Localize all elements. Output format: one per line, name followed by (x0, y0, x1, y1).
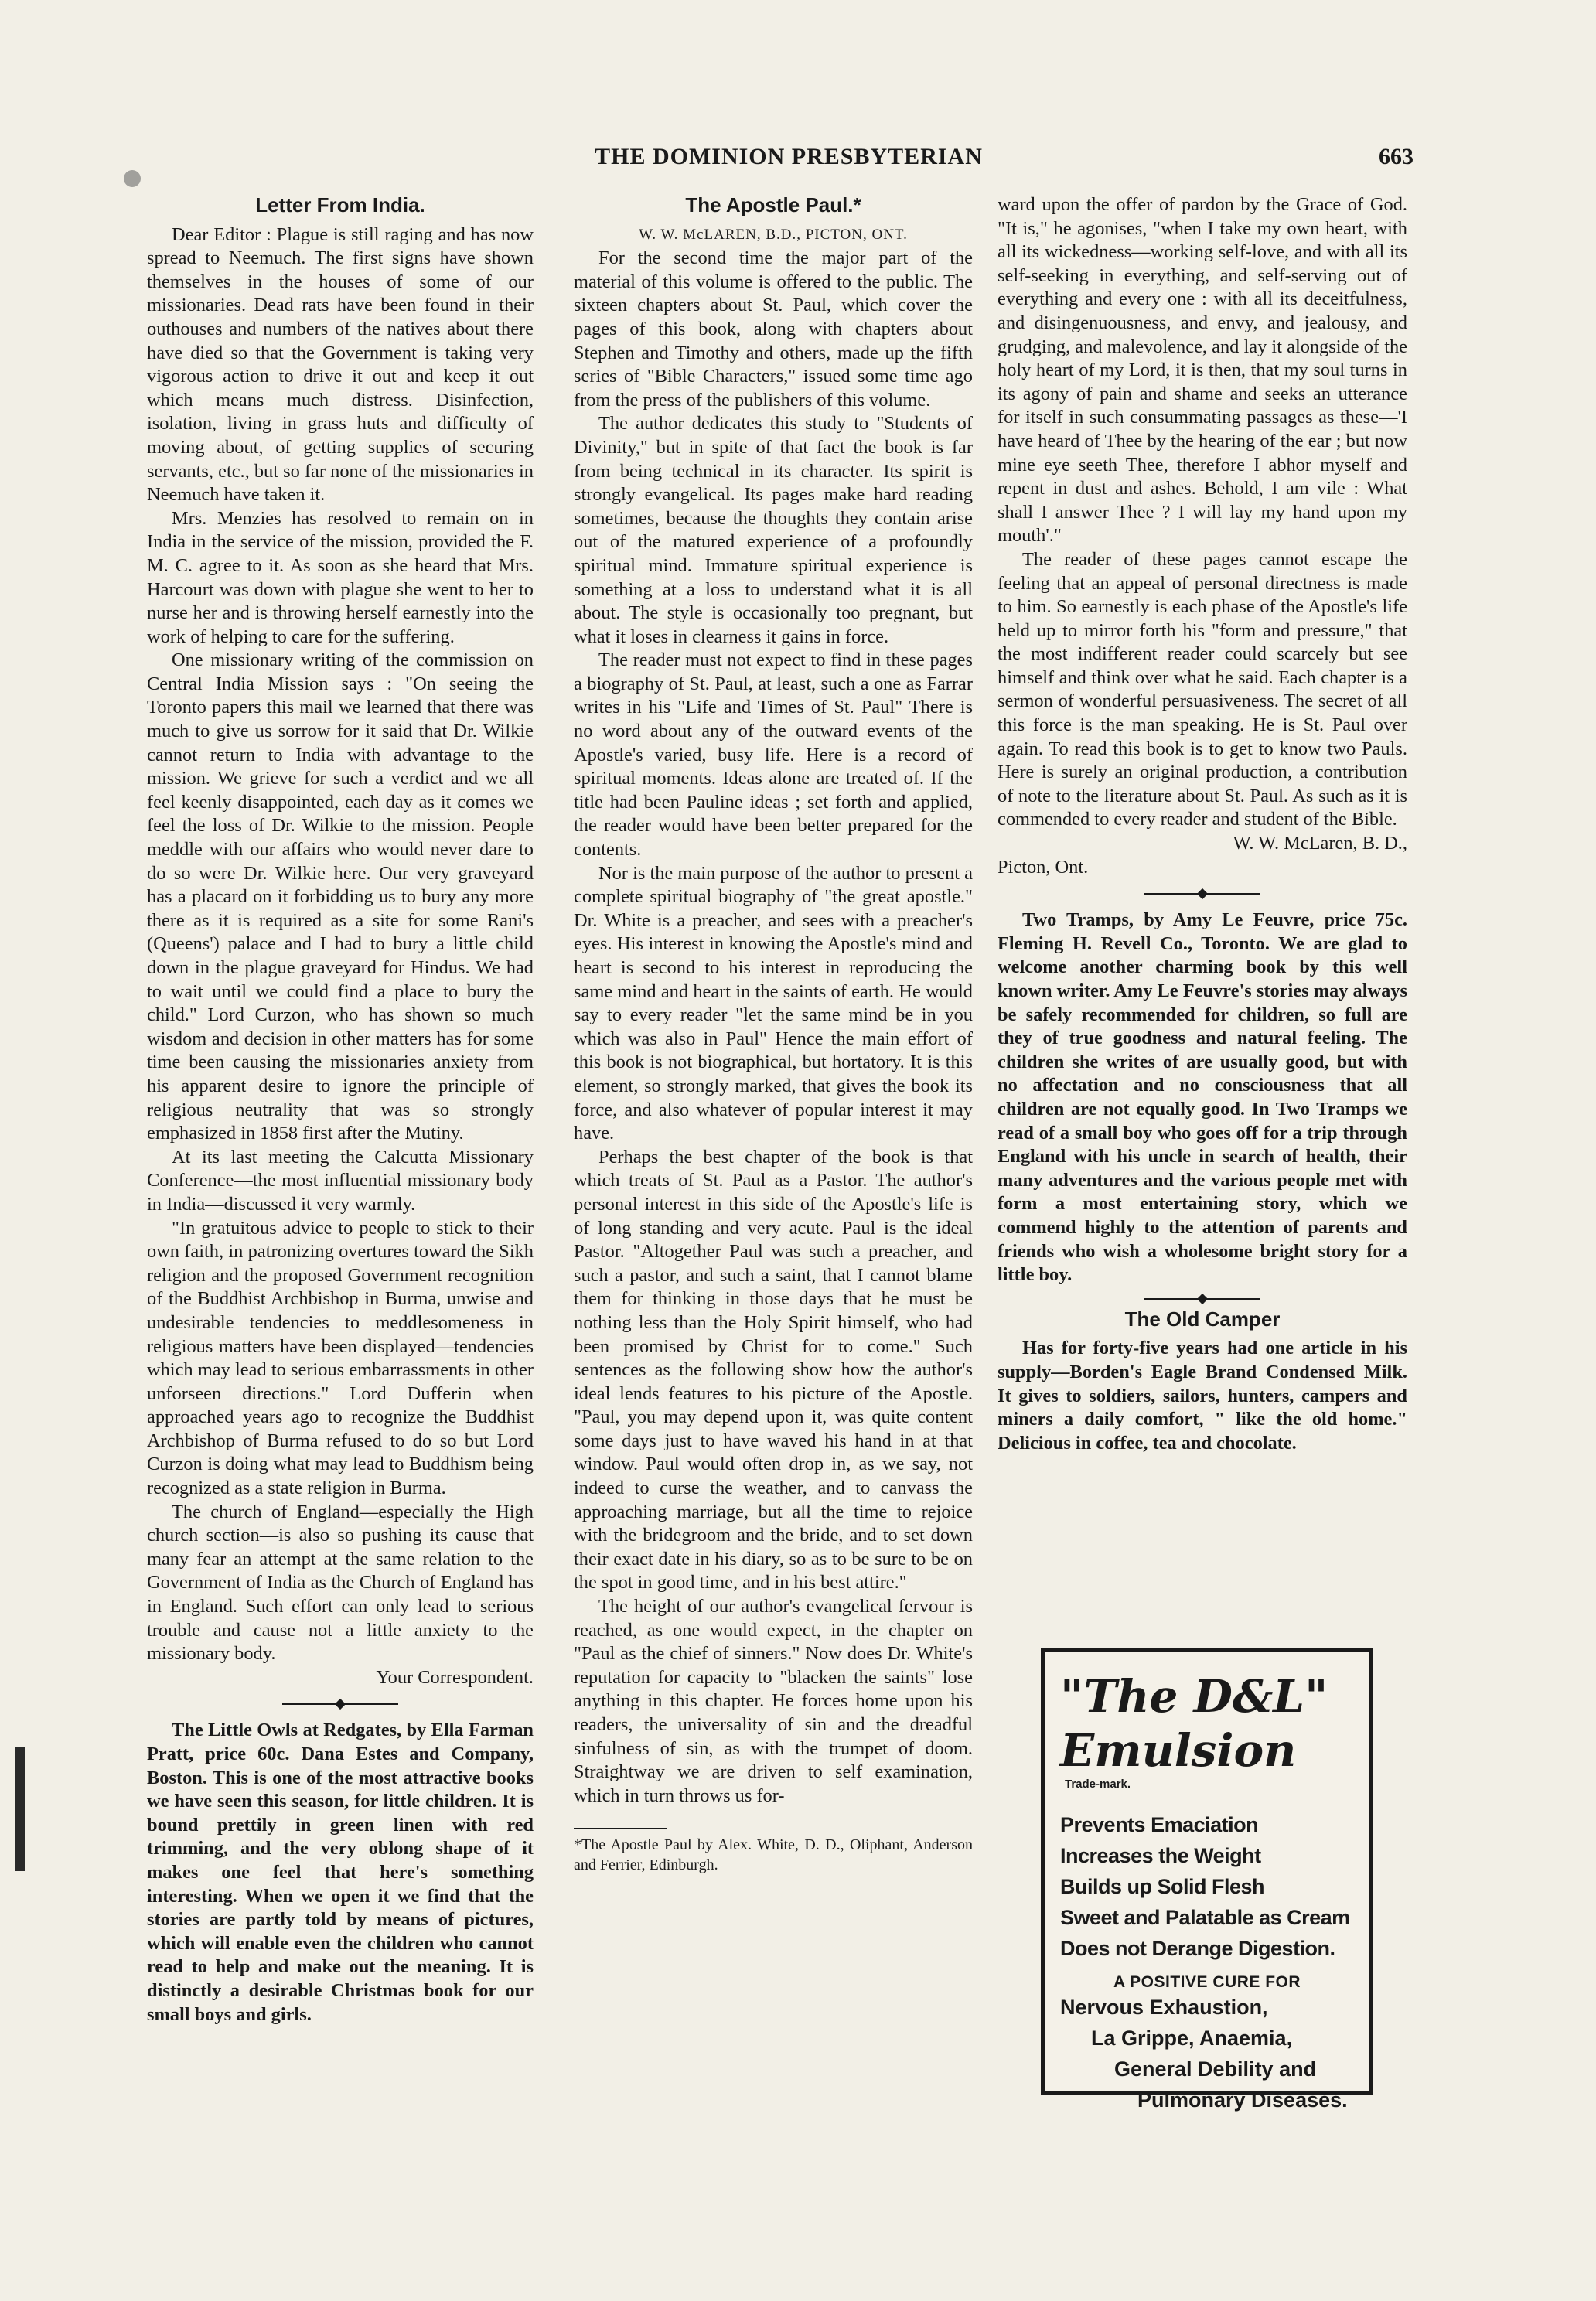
review-little-owls: The Little Owls at Redgates, by Ella Farman Pratt, price 60c. Dana Estes and Company, Boston. This is one of the most attractive books we have seen this season, for little children. It is bound prettily in green linen with red trimming, and the very oblong shape of it makes one feel that here's something interesting. When we open it we find that the stories are partly told by means of pictures, which will enable even the children who cannot read to help and make out the meaning. It is distinctly a desirable Christmas book for our small boys and girls. (147, 1720, 534, 2025)
page-number: 663 (1379, 144, 1414, 169)
column-right (998, 193, 1407, 1455)
footnote: *The Apostle Paul by Alex. White, D. D., Oliphant, Anderson and Ferrier, Edinburgh. (574, 1836, 973, 1874)
ad-claim: Does not Derange Digestion. (1060, 1937, 1335, 1960)
review-two-tramps: Two Tramps, by Amy Le Feuvre, price 75c. Fleming H. Revell Co., Toronto. We are glad to welcome another charming book by this well known writer. Amy Le Feuvre's stories may always be safely recommended for children, so full are they of true goodness and natural feeling. The children she writes of are usually good, but with no affectation and no consciousness that all children are not equally good. In Two Tramps we read of a small boy who goes off for a trip through England with his uncle in search of health, their many adventures and the various people met with form a most entertaining story, which we commend highly to the attention of parents and friends who wish a wholesome bright story for a little boy. (998, 909, 1407, 1286)
ad-trademark: Trade-mark. (1065, 1778, 1131, 1791)
article-title-letter-from-india: Letter From India. (255, 193, 425, 216)
section-divider (1144, 1298, 1260, 1300)
ad-brand-logo: "The D&L" Emulsion (1060, 1670, 1328, 1777)
column-left (147, 193, 534, 2027)
paragraph: The reader must not expect to find in these pages a biography of St. Paul, at least, such a one as Farrar writes in his "Life and Times of St. Paul" There is no word about any of the outward events of the Apostle's varied, busy life. Here is a record of spiritual moments. Ideas alone are treated of. If the title had been Pauline ideas ; set forth and applied, the reader would have been better prepared for the contents. (574, 649, 973, 861)
ad-claim: Increases the Weight (1060, 1844, 1261, 1867)
paragraph: Dear Editor : Plague is still raging and has now spread to Neemuch. The first signs have shown themselves in the houses of some of our missionaries. Dead rats have been found in their outhouses and numbers of the natives about there have died so that the Government is taking very vigorous action to drive it out and keep it out which means much distress. Disinfection, isolation, living in grass huts and difficulty of moving about, of getting supplies of securing servants, etc., but so far none of the missionaries in Neemuch have taken it. (147, 223, 534, 506)
article-title-apostle-paul: The Apostle Paul.* (685, 193, 861, 216)
paragraph: One missionary writing of the commission on Central India Mission says : "On seeing the Toronto papers this mail we learned that there was much to give us sorrow for it said that Dr. Wilkie cannot return to India with advantage to the mission. We grieve for such a verdict and we all feel keenly disappointed, each day as it comes we feel the loss of Dr. Wilkie to the mission. People meddle with our affairs who would never dare to do so were Dr. Wilkie here. Our very graveyard has a placard on it forbidding us to bury any more there as it is required as a site for some Rani's (Queens') palace and I had to bury a little child down in the plague graveyard for Hindus. We had to wait until we could find a place to bury the child." Lord Curzon, who has shown so much wisdom and decision in other matters has for some time been causing the missionaries anxiety from his apparent desire to ignore the principle of religious neutrality that was so strongly emphasized in 1858 first after the Mutiny. (147, 649, 534, 1144)
running-title: THE DOMINION PRESBYTERIAN (595, 144, 983, 169)
paragraph: Nor is the main purpose of the author to present a complete spiritual biography of "the great apostle." Dr. White is a preacher, and sees with a preacher's eyes. His interest in knowing the Apostle's mind and heart is second to his interest in reproducing the same mind and heart in the saints of earth. He would say to every reader "let the same mind be in you which was also in Paul" Hence the main effort of this book is not biographical, but hortatory. It is this element, so strongly marked, that gives the book its force, and also whatever of popular interest it may have. (574, 862, 973, 1144)
emulsion-advertisement (1041, 1648, 1373, 2112)
paragraph: Mrs. Menzies has resolved to remain on in India in the service of the mission, provided the F. M. C. agree to it. As soon as she heard that Mrs. Harcourt was down with plague she went to her to nurse her and is throwing herself earnestly into the work of helping to care for the suffering. (147, 507, 534, 647)
paragraph: The church of England—especially the High church section—is also so pushing its cause that many fear an attempt at the same relation to the Government of India as the Church of England has in England. Such effort can only lead to serious trouble and cause not a little anxiety to the missionary body. (147, 1501, 534, 1665)
ad-disease: La Grippe, Anaemia, (1091, 2027, 1293, 2050)
article-title-old-camper: The Old Camper (1124, 1307, 1281, 1331)
signature-mclaren: W. W. McLaren, B. D., (1233, 833, 1407, 854)
signature-place: Picton, Ont. (998, 856, 1089, 878)
paragraph-old-camper: Has for forty-five years had one article in his supply—Borden's Eagle Brand Condensed Milk. It gives to soldiers, sailors, hunters, campers and miners a daily comfort, " like the old home." Delicious in coffee, tea and chocolate. (998, 1338, 1407, 1454)
paragraph: "In gratuitous advice to people to stick to their own faith, in patronizing overtures toward the Sikh religion and the proposed Government recognition of the Buddhist Archbishop in Burma, unwise and undesirable tendencies to meddlesomeness in religious matters have been displayed—tendencies which may lead to serious embarrassments in other unforseen directions." Lord Dufferin when approached years ago to recognize the Buddhist Archbishop of Burma refused to do so but Lord Curzon is doing what may lead to Buddhism being recognized as a state religion in Burma. (147, 1217, 534, 1499)
signature-correspondent: Your Correspondent. (376, 1666, 534, 1688)
section-divider (282, 1703, 398, 1705)
ad-claim: Prevents Emaciation (1060, 1813, 1259, 1836)
paragraph: At its last meeting the Calcutta Missionary Conference—the most influential missionary body in India—discussed it very warmly. (147, 1146, 534, 1215)
byline: W. W. McLAREN, B.D., PICTON, ONT. (639, 226, 908, 243)
paragraph: Perhaps the best chapter of the book is that which treats of St. Paul as a Pastor. The author's personal interest in this side of the Apostle's life is of long standing and very acute. Paul is the ideal Pastor. "Altogether Paul was such a preacher, and such a pastor, and such a saint, that I cannot blame them for thinking in those days that he must be nothing less than the Holy Spirit himself, who had been promised by Christ for to come." Such sentences as the following show how the author's ideal lends features to his picture of the Apostle. "Paul, you may depend upon it, was quite content some days just to have waved his hand in at that window. Paul would often drop in, as we say, not indeed to curse the weather, and to canvass the approaching marriage, but all the time to rejoice with the bridegroom and the bride, and to set down their exact date in his diary, so as to be sure to be on the spot in good time, and in his best attire." (574, 1146, 973, 1594)
ad-claim: Sweet and Palatable as Cream (1060, 1906, 1350, 1929)
paragraph: The reader of these pages cannot escape the feeling that an appeal of personal directness is made to him. So earnestly is each phase of the Apostle's life held up to mirror forth his "form and pressure," that the most indifferent reader could scarcely but see himself and think over what he said. Each chapter is a sermon of wonderful persuasiveness. The secret of all this force is the man speaking. He is St. Paul over again. To read this book is to get to know two Pauls. Here is surely an original production, a contribution of note to the literature about St. Paul. As such as it is commended to every reader and student of the Bible. (998, 548, 1407, 830)
paragraph: ward upon the offer of pardon by the Grace of God. "It is," he agonises, "when I take my own heart, with all its wickedness—working self-love, and with all its self-seeking in everything, and self-serving out of everything and every one : with all its deceitfulness, and disingenuousness, and envy, and jealousy, and grudging, and malevolence, and lay it alongside of the holy heart of my Lord, it is then, that my soul turns in its agony of pain and shame and seeks an utterance for itself in such consummating passages as these—'I have heard of Thee by the hearing of the ear ; but now mine eye seeth Thee, therefore I abhor myself and repent in dust and ashes. Behold, I am vile : What shall I answer Thee ? I will lay my hand upon my mouth'." (998, 194, 1407, 547)
ad-disease: General Debility and (1114, 2057, 1317, 2081)
column-middle (574, 193, 973, 1875)
binding-mark (15, 1747, 25, 1871)
page-header (0, 144, 1596, 182)
paragraph: The height of our author's evangelical fervour is reached, as one would expect, in the chapter on "Paul as the chief of sinners." Now does Dr. White's reputation for capacity to "blacken the saints" lose anything in this chapter. He forces home upon his readers, the universality of sin and the dreadful sinfulness of sin, as with the trumpet of doom. Straightway we are driven to self examination, which in turn throws us for- (574, 1596, 973, 1806)
paragraph: For the second time the major part of the material of this volume is offered to the public. The sixteen chapters about St. Paul, which cover the pages of this book, along with chapters about Stephen and Timothy and others, made up the fifth series of "Bible Characters," issued some time ago from the press of the publishers of this volume. (574, 247, 973, 411)
footnote-rule (574, 1828, 667, 1829)
ad-positive-cure: A POSITIVE CURE FOR (1113, 1973, 1301, 1991)
ad-disease: Pulmonary Diseases. (1137, 2088, 1348, 2112)
section-divider (1144, 893, 1260, 895)
ad-disease: Nervous Exhaustion, (1060, 1996, 1268, 2019)
paragraph: The author dedicates this study to "Students of Divinity," but in spite of that fact the book is far from being technical in its character. Its spirit is strongly evangelical. Its pages make hard reading sometimes, because the thoughts they contain arise out of the matured experience of a profoundly spiritual mind. Immature spiritual experience is something at a loss to understand what it is all about. The style is occasionally too pregnant, but what it loses in clearness it gains in force. (574, 413, 973, 647)
ad-claim: Builds up Solid Flesh (1060, 1875, 1265, 1898)
